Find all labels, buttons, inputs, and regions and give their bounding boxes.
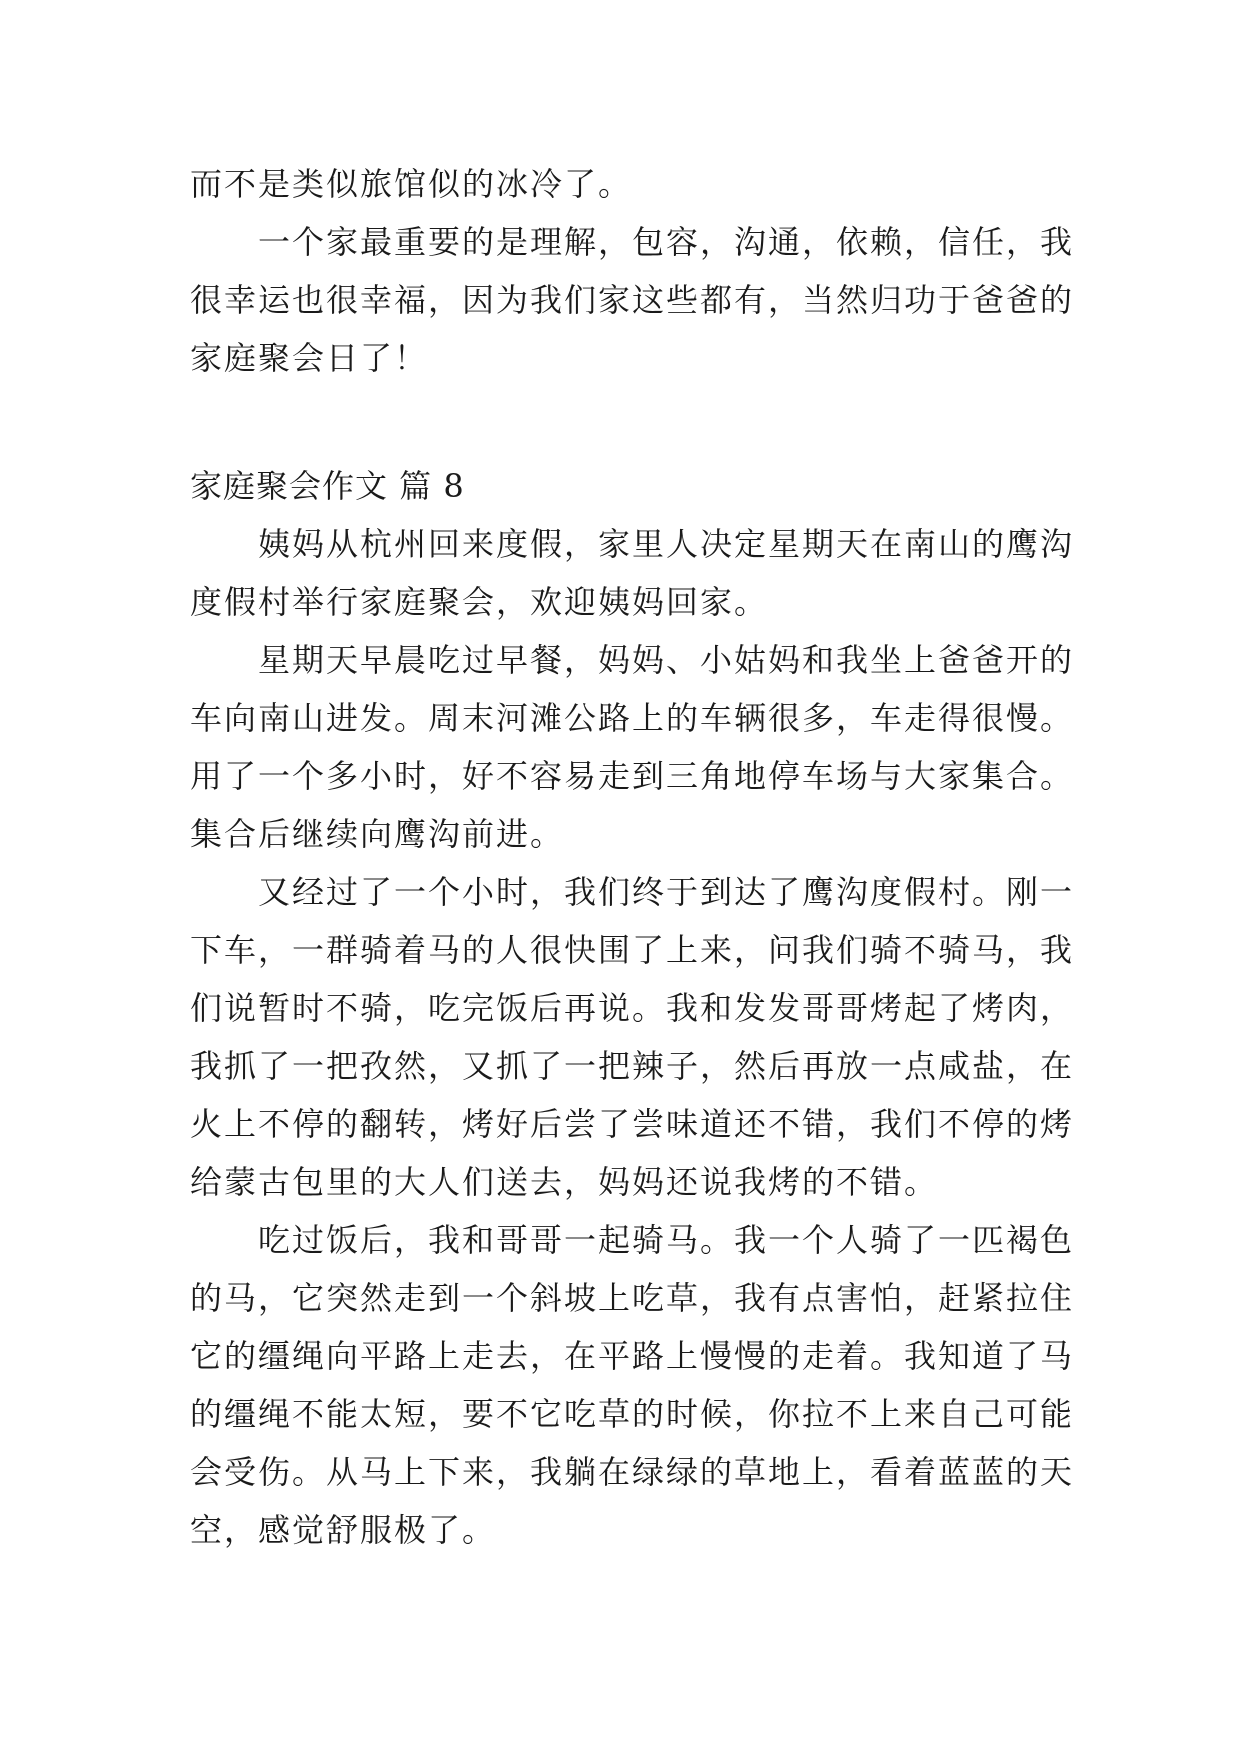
text-line: 集合后继续向鹰沟前进。 (190, 815, 565, 853)
paragraph (190, 1211, 1075, 1559)
text-line: 火上不停的翻转，烤好后尝了尝味道还不错，我们不停的烤 (190, 1105, 1075, 1143)
text-line: 星期天早晨吃过早餐，妈妈、小姑妈和我坐上爸爸开的 (258, 641, 1075, 679)
text-line: 吃过饭后，我和哥哥一起骑马。我一个人骑了一匹褐色 (258, 1221, 1075, 1259)
paragraph-continued (190, 155, 1070, 213)
text-line: 的马，它突然走到一个斜坡上吃草，我有点害怕，赶紧拉住 (190, 1279, 1075, 1317)
paragraph (190, 863, 1075, 1211)
text-line: 它的缰绳向平路上走去，在平路上慢慢的走着。我知道了马 (190, 1337, 1075, 1375)
text-line: 车向南山进发。周末河滩公路上的车辆很多，车走得很慢。 (190, 699, 1075, 737)
text-line: 用了一个多小时，好不容易走到三角地停车场与大家集合。 (190, 757, 1075, 795)
text-line: 的缰绳不能太短，要不它吃草的时候，你拉不上来自己可能 (190, 1395, 1075, 1433)
document-body (190, 155, 1075, 1559)
paragraph (190, 515, 1075, 631)
section-heading: 家庭聚会作文 篇 8 (190, 467, 465, 505)
text-line: 很幸运也很幸福，因为我们家这些都有，当然归功于爸爸的 (190, 281, 1075, 319)
text-line: 家庭聚会日了！ (190, 339, 429, 377)
text-line: 们说暂时不骑，吃完饭后再说。我和发发哥哥烤起了烤肉， (190, 989, 1075, 1027)
text-line: 我抓了一把孜然，又抓了一把辣子，然后再放一点咸盐，在 (190, 1047, 1075, 1085)
paragraph (190, 213, 1075, 387)
text-line: 会受伤。从马上下来，我躺在绿绿的草地上，看着蓝蓝的天 (190, 1453, 1075, 1491)
text-line: 给蒙古包里的大人们送去，妈妈还说我烤的不错。 (190, 1163, 939, 1201)
paragraph (190, 631, 1075, 863)
text-line: 姨妈从杭州回来度假，家里人决定星期天在南山的鹰沟 (258, 525, 1075, 563)
text-line: 而不是类似旅馆似的冰冷了。 (190, 165, 633, 203)
section-gap (190, 387, 1070, 457)
text-line: 空，感觉舒服极了。 (190, 1511, 497, 1549)
text-line: 下车，一群骑着马的人很快围了上来，问我们骑不骑马，我 (190, 931, 1075, 969)
text-line: 一个家最重要的是理解，包容，沟通，依赖，信任，我 (258, 223, 1075, 261)
text-line: 度假村举行家庭聚会，欢迎姨妈回家。 (190, 583, 769, 621)
text-line: 又经过了一个小时，我们终于到达了鹰沟度假村。刚一 (258, 873, 1075, 911)
